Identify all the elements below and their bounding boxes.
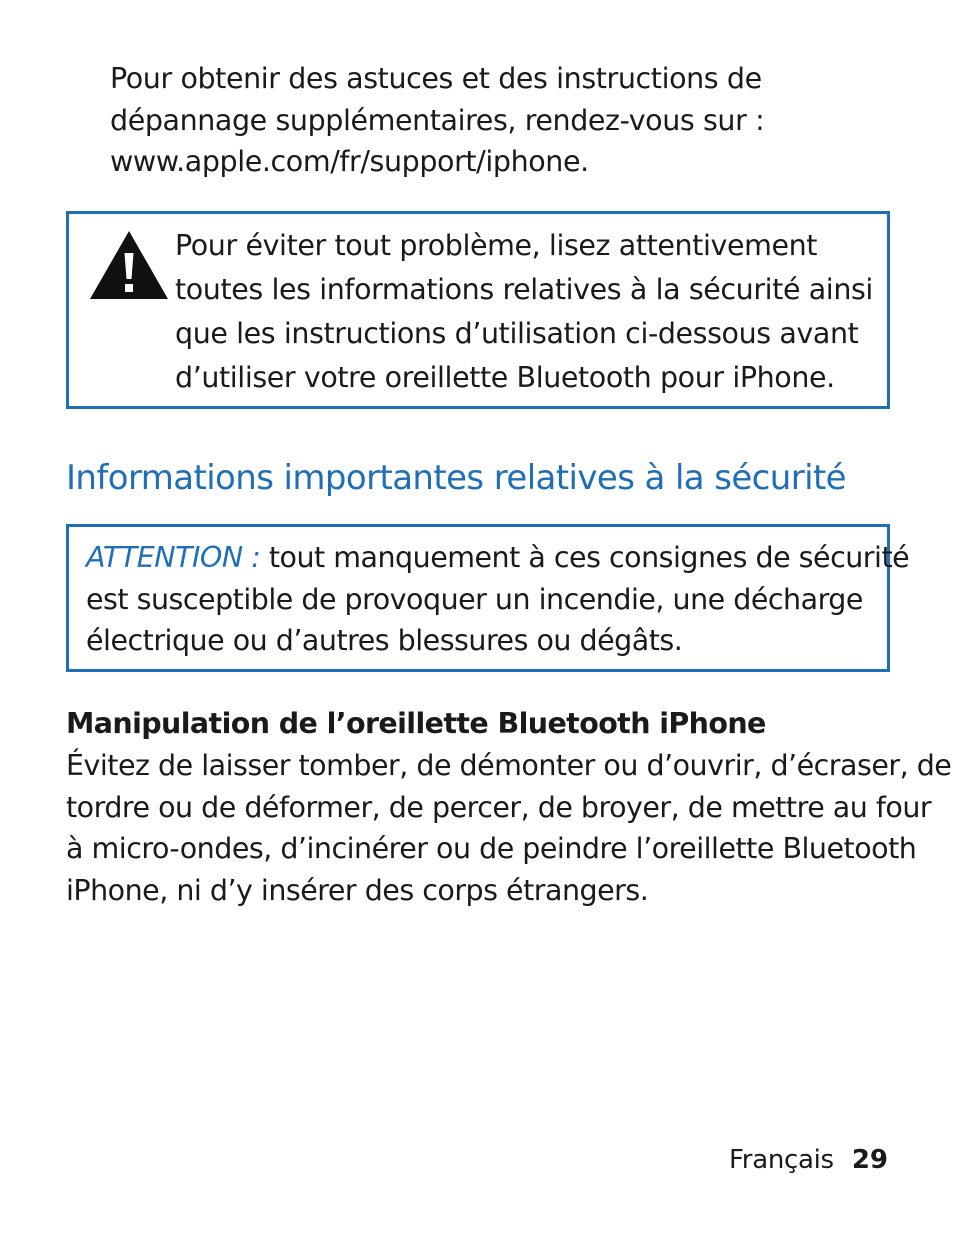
warning-line: toutes les informations relatives à la sécurité ainsi	[175, 273, 873, 306]
attention-first-line-rest: tout manquement à ces consignes de sécurité	[260, 541, 910, 574]
intro-line: dépannage supplémentaires, rendez-vous sur :	[110, 103, 765, 137]
attention-text	[86, 537, 910, 662]
warning-line: d’utiliser votre oreillette Bluetooth pour iPhone.	[175, 361, 835, 394]
intro-line: Pour obtenir des astuces et des instructions de	[110, 62, 762, 95]
page-number: 29	[851, 1145, 888, 1175]
page-footer	[729, 1140, 888, 1180]
handling-line: iPhone, ni d’y insérer des corps étrangers.	[66, 873, 649, 907]
attention-line: est susceptible de provoquer un incendie, une décharge	[86, 582, 863, 616]
warning-triangle-icon	[88, 229, 170, 301]
handling-line: Évitez de laisser tomber, de démonter ou d’ouvrir, d’écraser, de	[66, 749, 952, 782]
warning-text	[175, 224, 875, 400]
handling-line: à micro-ondes, d’incinérer ou de peindre l’oreillette Bluetooth	[66, 832, 917, 865]
warning-line: Pour éviter tout problème, lisez attentivement	[175, 229, 818, 262]
warning-box	[66, 211, 890, 409]
attention-first-line	[86, 537, 910, 579]
section-heading: Informations importantes relatives à la sécurité	[66, 458, 846, 498]
attention-line: électrique ou d’autres blessures ou dégâts.	[86, 624, 683, 657]
intro-paragraph	[110, 58, 890, 183]
warning-line: que les instructions d’utilisation ci-dessous avant	[175, 317, 859, 350]
footer-language: Français	[729, 1145, 834, 1175]
intro-line: www.apple.com/fr/support/iphone.	[110, 145, 589, 178]
attention-label: ATTENTION :	[86, 541, 261, 574]
handling-line: tordre ou de déformer, de percer, de broyer, de mettre au four	[66, 790, 932, 824]
attention-box	[66, 524, 910, 672]
handling-heading: Manipulation de l’oreillette Bluetooth iPhone	[66, 707, 766, 740]
handling-paragraph	[66, 745, 952, 911]
